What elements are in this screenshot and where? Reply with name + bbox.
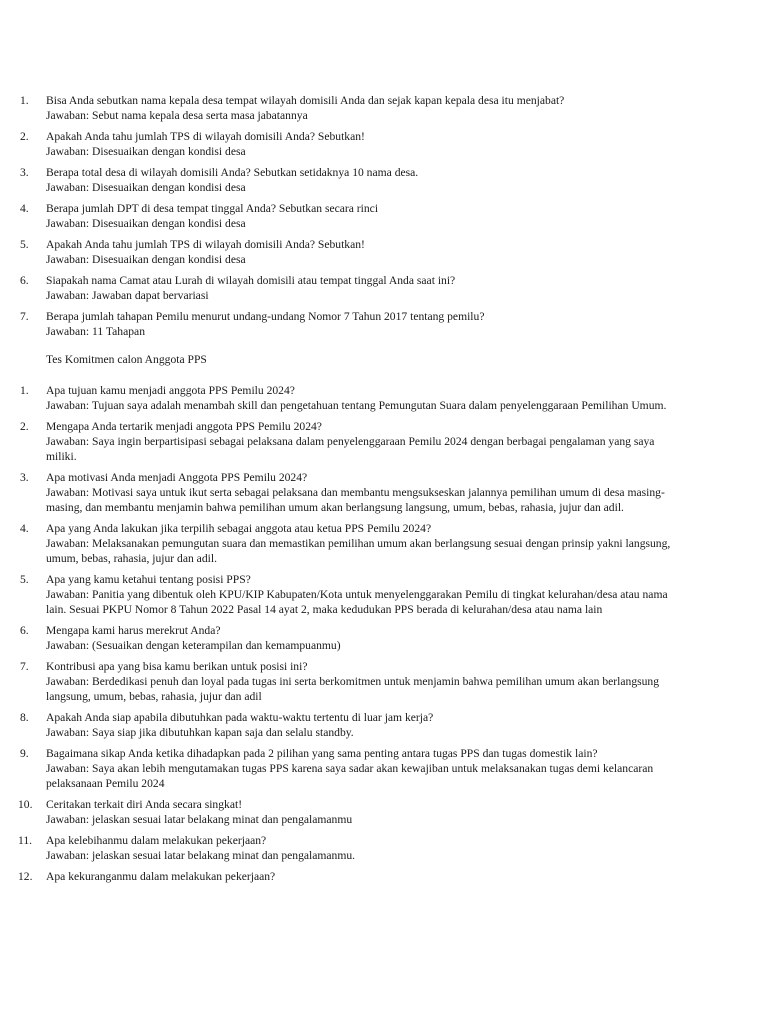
question-text: Ceritakan terkait diri Anda secara singkat! <box>46 798 243 811</box>
question-text: Apa kekuranganmu dalam melakukan pekerjaan? <box>46 870 276 883</box>
item-body <box>46 797 686 827</box>
item-body <box>46 833 686 863</box>
answer-text: Jawaban: jelaskan sesuai latar belakang minat dan pengalamanmu <box>46 813 353 826</box>
item-number: 2. <box>20 420 29 433</box>
item-number: 11. <box>18 834 33 847</box>
item-body <box>46 419 686 464</box>
item-number: 7. <box>20 660 29 673</box>
answer-text: Jawaban: Saya siap jika dibutuhkan kapan saja dan selalu standby. <box>46 726 354 739</box>
question-text: Berapa total desa di wilayah domisili Anda? Sebutkan setidaknya 10 nama desa. <box>46 166 419 179</box>
question-text: Siapakah nama Camat atau Lurah di wilayah domisili atau tempat tinggal Anda saat ini? <box>46 274 456 287</box>
item-body <box>46 746 686 791</box>
list-item <box>0 797 768 827</box>
list-item <box>0 659 768 704</box>
list-item <box>0 710 768 740</box>
question-text: Kontribusi apa yang bisa kamu berikan untuk posisi ini? <box>46 660 308 673</box>
list-item <box>0 309 768 339</box>
question-text: Apa kelebihanmu dalam melakukan pekerjaan? <box>46 834 267 847</box>
item-number: 1. <box>20 384 29 397</box>
list-item <box>0 833 768 863</box>
answer-text: Jawaban: Saya ingin berpartisipasi sebagai pelaksana dalam penyelenggaraan Pemilu 2024 dengan berbagai pengalaman yang saya miliki. <box>46 435 655 463</box>
list-item <box>0 572 768 617</box>
document-page <box>0 93 768 890</box>
item-number: 4. <box>20 202 29 215</box>
section-title: Tes Komitmen calon Anggota PPS <box>46 353 207 366</box>
question-text: Bisa Anda sebutkan nama kepala desa tempat wilayah domisili Anda dan sejak kapan kepala desa itu menjabat? <box>46 94 565 107</box>
answer-text: Jawaban: jelaskan sesuai latar belakang minat dan pengalamanmu. <box>46 849 356 862</box>
item-number: 3. <box>20 471 29 484</box>
question-text: Apakah Anda tahu jumlah TPS di wilayah domisili Anda? Sebutkan! <box>46 130 365 143</box>
question-text: Berapa jumlah tahapan Pemilu menurut undang-undang Nomor 7 Tahun 2017 tentang pemilu? <box>46 310 485 323</box>
item-number: 2. <box>20 130 29 143</box>
answer-text: Jawaban: Panitia yang dibentuk oleh KPU/KIP Kabupaten/Kota untuk menyelenggarakan Pemilu di tingkat kelurahan/desa atau nama lain. Sesuai PKPU Nomor 8 Tahun 2022 Pasal 14 ayat 2, maka kedudukan PPS berada di kelurahan/desa atau nama lain <box>46 588 668 616</box>
item-number: 5. <box>20 238 29 251</box>
answer-text: Jawaban: Sebut nama kepala desa serta masa jabatannya <box>46 109 308 122</box>
item-number: 8. <box>20 711 29 724</box>
question-text: Apakah Anda tahu jumlah TPS di wilayah domisili Anda? Sebutkan! <box>46 238 365 251</box>
item-number: 7. <box>20 310 29 323</box>
item-body <box>46 309 686 339</box>
item-body <box>46 869 686 884</box>
list-item <box>0 129 768 159</box>
list-item <box>0 237 768 267</box>
question-list-commitment <box>0 383 768 884</box>
item-body <box>46 93 686 123</box>
item-number: 1. <box>20 94 29 107</box>
answer-text: Jawaban: Disesuaikan dengan kondisi desa <box>46 217 246 230</box>
question-text: Berapa jumlah DPT di desa tempat tinggal Anda? Sebutkan secara rinci <box>46 202 379 215</box>
item-body <box>46 129 686 159</box>
item-number: 4. <box>20 522 29 535</box>
item-body <box>46 165 686 195</box>
list-item <box>0 623 768 653</box>
list-item <box>0 470 768 515</box>
list-item <box>0 746 768 791</box>
question-text: Apakah Anda siap apabila dibutuhkan pada waktu-waktu tertentu di luar jam kerja? <box>46 711 434 724</box>
list-item <box>0 165 768 195</box>
list-item <box>0 93 768 123</box>
item-body <box>46 237 686 267</box>
answer-text: Jawaban: Berdedikasi penuh dan loyal pada tugas ini serta berkomitmen untuk menjamin bahwa pemilihan umum akan berlangsung langsung, umum, bebas, rahasia, jujur dan adil <box>46 675 660 703</box>
item-body <box>46 659 686 704</box>
answer-text: Jawaban: Melaksanakan pemungutan suara dan memastikan pemilihan umum akan berlangsung sesuai dengan prinsip yakni langsung, umum, bebas, rahasia, jujur dan adil. <box>46 537 671 565</box>
question-text: Apa yang Anda lakukan jika terpilih sebagai anggota atau ketua PPS Pemilu 2024? <box>46 522 432 535</box>
answer-text: Jawaban: Disesuaikan dengan kondisi desa <box>46 253 246 266</box>
question-text: Bagaimana sikap Anda ketika dihadapkan pada 2 pilihan yang sama penting antara tugas PPS dan tugas domestik lain? <box>46 747 598 760</box>
item-number: 9. <box>20 747 29 760</box>
item-body <box>46 470 686 515</box>
list-item <box>0 419 768 464</box>
item-body <box>46 273 686 303</box>
item-body <box>46 201 686 231</box>
question-text: Apa tujuan kamu menjadi anggota PPS Pemilu 2024? <box>46 384 295 397</box>
item-number: 3. <box>20 166 29 179</box>
item-number: 6. <box>20 274 29 287</box>
item-body <box>46 383 686 413</box>
answer-text: Jawaban: Tujuan saya adalah menambah skill dan pengetahuan tentang Pemungutan Suara dalam penyelenggaraan Pemilihan Umum. <box>46 399 667 412</box>
list-item <box>0 521 768 566</box>
list-item <box>0 869 768 884</box>
answer-text: Jawaban: Disesuaikan dengan kondisi desa <box>46 145 246 158</box>
answer-text: Jawaban: Motivasi saya untuk ikut serta sebagai pelaksana dan membantu mengsukseskan jalannya pemilihan umum di desa masing-masing, dan membantu menjamin bahwa pemilihan umum akan berlangsung langsung, umum, bebas, rahasia, jujur dan adil. <box>46 486 665 514</box>
item-body <box>46 572 686 617</box>
list-item <box>0 383 768 413</box>
question-text: Apa yang kamu ketahui tentang posisi PPS? <box>46 573 251 586</box>
list-item <box>0 201 768 231</box>
item-number: 5. <box>20 573 29 586</box>
answer-text: Jawaban: 11 Tahapan <box>46 325 145 338</box>
item-number: 6. <box>20 624 29 637</box>
answer-text: Jawaban: Jawaban dapat bervariasi <box>46 289 209 302</box>
item-number: 10. <box>18 798 33 811</box>
answer-text: Jawaban: Disesuaikan dengan kondisi desa <box>46 181 246 194</box>
answer-text: Jawaban: Saya akan lebih mengutamakan tugas PPS karena saya sadar akan kewajiban untuk melaksanakan tugas demi kelancaran pelaksanaan Pemilu 2024 <box>46 762 654 790</box>
item-body <box>46 623 686 653</box>
item-body <box>46 710 686 740</box>
question-text: Apa motivasi Anda menjadi Anggota PPS Pemilu 2024? <box>46 471 308 484</box>
question-text: Mengapa kami harus merekrut Anda? <box>46 624 221 637</box>
item-body <box>46 521 686 566</box>
item-number: 12. <box>18 870 33 883</box>
question-list-general <box>0 93 768 339</box>
answer-text: Jawaban: (Sesuaikan dengan keterampilan dan kemampuanmu) <box>46 639 341 652</box>
list-item <box>0 273 768 303</box>
question-text: Mengapa Anda tertarik menjadi anggota PPS Pemilu 2024? <box>46 420 322 433</box>
